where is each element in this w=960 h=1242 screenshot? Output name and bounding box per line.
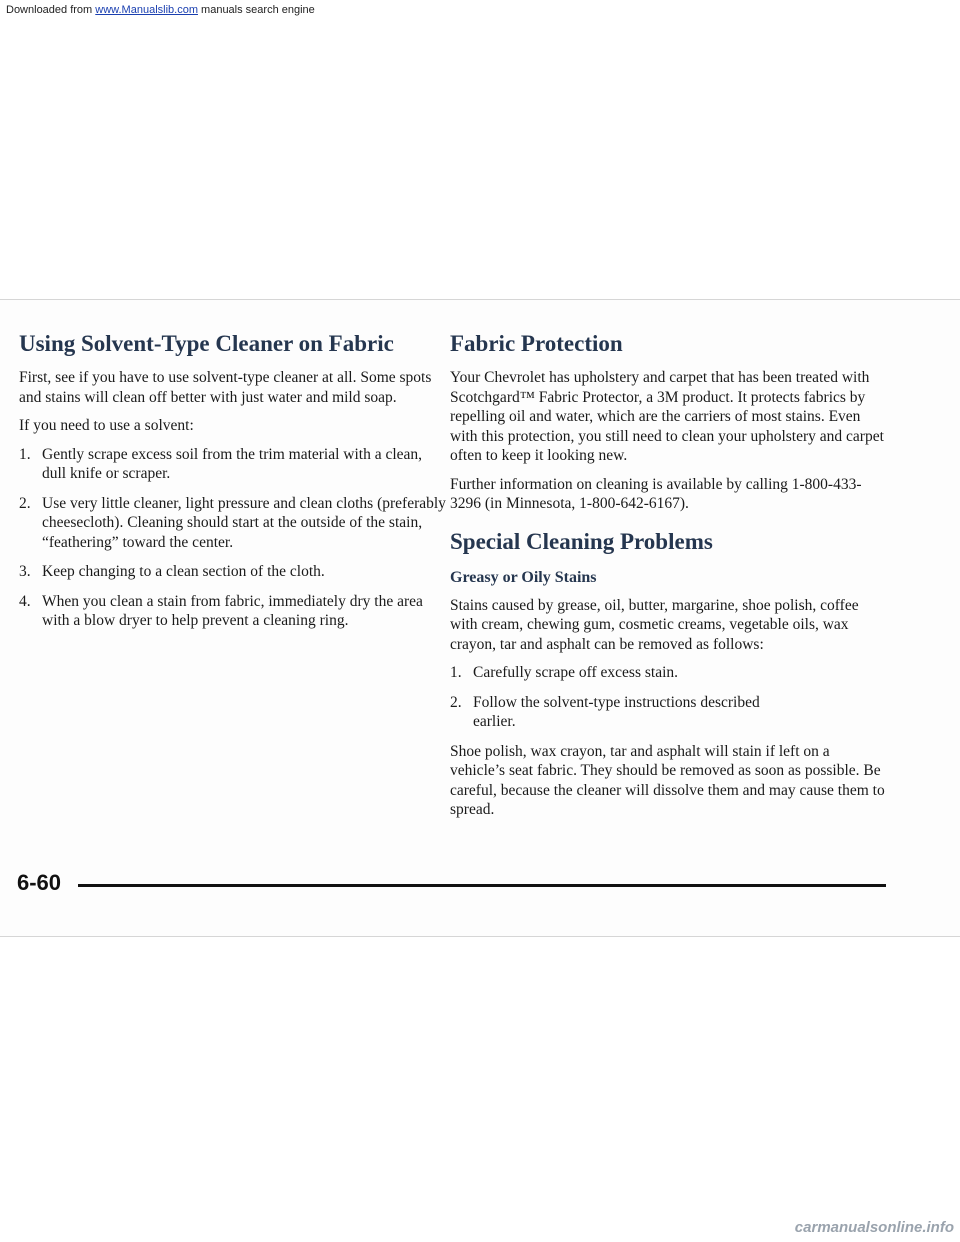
fabric-protection-heading: Fabric Protection <box>450 331 623 356</box>
solvent-cleaner-heading: Using Solvent-Type Cleaner on Fabric <box>19 331 394 356</box>
list-item <box>450 663 886 683</box>
step-text: Gently scrape excess soil from the trim material with a clean, dull knife or scraper. <box>42 445 423 482</box>
step-number: 3. <box>19 563 31 580</box>
greasy-steps-list <box>450 663 886 732</box>
fabric-protection-paragraph: Your Chevrolet has upholstery and carpet that has been treated with Scotchgard™ Fabric Protector, a 3M product. It protects fabrics by repelling oil and water, which are the carriers of most stains. Even with this protection, you still need to clean your upholstery and carpet often to keep it looking new. <box>450 369 884 464</box>
download-banner <box>6 4 315 16</box>
step-text: Keep changing to a clean section of the cloth. <box>42 563 325 580</box>
right-column <box>450 330 886 829</box>
step-number: 1. <box>19 445 31 463</box>
list-item <box>19 592 447 631</box>
cleaning-info-paragraph: Further information on cleaning is available by calling 1-800-433-3296 (in Minnesota, 1-800-642-6167). <box>450 475 862 512</box>
left-column <box>19 330 447 641</box>
special-cleaning-heading: Special Cleaning Problems <box>450 528 713 554</box>
page-number: 6-60 <box>17 870 62 895</box>
list-item <box>450 693 886 732</box>
solvent-intro-paragraph-2: If you need to use a solvent: <box>19 417 194 434</box>
greasy-stains-subheading: Greasy or Oily Stains <box>450 568 597 586</box>
step-number: 4. <box>19 592 31 610</box>
list-item <box>19 494 447 553</box>
list-item <box>19 562 447 582</box>
step-number: 2. <box>19 494 31 512</box>
shoe-polish-paragraph: Shoe polish, wax crayon, tar and asphalt will stain if left on a vehicle’s seat fabric. They should be removed as soon as possible. Be careful, because the cleaner will dissolve them and may cause them to spread. <box>450 742 885 818</box>
step-text: Carefully scrape off excess stain. <box>473 664 679 681</box>
list-item <box>19 445 447 484</box>
step-text: Follow the solvent-type instructions described earlier. <box>473 693 760 730</box>
banner-prefix: Downloaded from <box>6 4 96 16</box>
step-number: 2. <box>450 693 462 711</box>
step-text: When you clean a stain from fabric, immediately dry the area with a blow dryer to help prevent a cleaning ring. <box>42 592 423 629</box>
solvent-steps-list <box>19 445 447 631</box>
watermark-text: carmanualsonline.info <box>794 1219 954 1236</box>
step-number: 1. <box>450 664 462 681</box>
footer-rule <box>78 884 886 887</box>
banner-suffix: manuals search engine <box>197 4 315 16</box>
manualslib-link[interactable]: www.Manualslib.com <box>95 4 198 16</box>
greasy-stains-paragraph: Stains caused by grease, oil, butter, margarine, shoe polish, coffee with cream, chewing gum, cosmetic creams, vegetable oils, wax crayon, tar and asphalt can be removed as follows: <box>450 596 859 653</box>
solvent-intro-paragraph: First, see if you have to use solvent-type cleaner at all. Some spots and stains will clean off better with just water and mild soap. <box>19 369 432 406</box>
step-text: Use very little cleaner, light pressure and clean cloths (preferably cheesecloth). Cleaning should start at the outside of the stain, “feathering” toward the center. <box>42 494 446 551</box>
